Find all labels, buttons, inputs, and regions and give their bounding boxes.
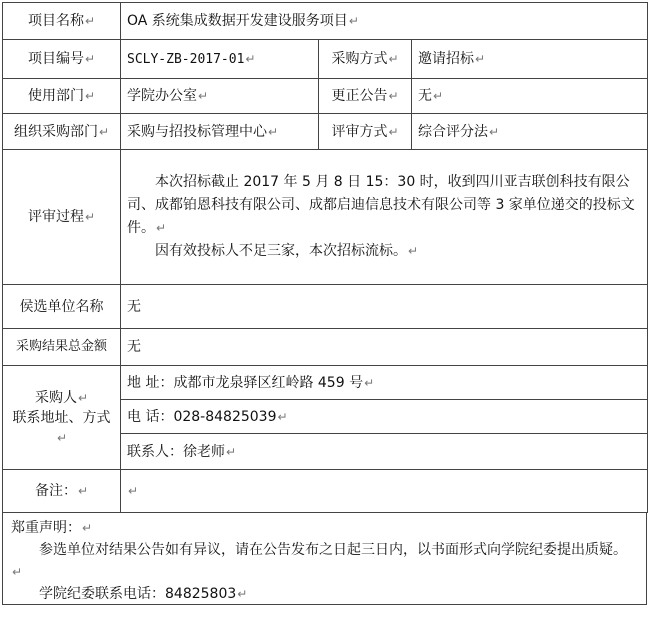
declaration-title: 郑重声明：↵ [11,520,93,536]
announcement-sheet [2,2,647,617]
remarks-label: 备注：↵ [3,470,121,513]
row-remarks [3,470,648,513]
row-dept [3,79,648,114]
row-purchaser-address [3,366,648,400]
org-dept-label: 组织采购部门↵ [3,114,121,150]
correction-notice-value: 无↵ [412,79,648,114]
discipline-phone: 学院纪委联系电话：84825803↵ [39,586,248,602]
candidate-value: 无 [121,285,648,329]
amount-value: 无 [121,329,648,366]
dept-value: 学院办公室↵ [121,79,319,114]
declaration-section [2,513,647,605]
row-project-name [3,3,648,40]
amount-label: 采购结果总金额 [3,329,121,366]
row-review-process [3,150,648,285]
project-no-label: 项目编号↵ [3,40,121,79]
purchaser-contact: 联系人：徐老师↵ [121,434,648,470]
project-name-value: OA 系统集成数据开发建设服务项目↵ [121,3,648,40]
review-process-label: 评审过程↵ [3,150,121,285]
row-amount [3,329,648,366]
project-name-label: 项目名称↵ [3,3,121,40]
row-project-no [3,40,648,79]
remarks-value: ↵ [121,470,648,513]
review-paragraph-2: 因有效投标人不足三家，本次招标流标。↵ [155,243,419,259]
row-candidate [3,285,648,329]
correction-notice-label: 更正公告↵ [319,79,412,114]
declaration-body: 参选单位对结果公告如有异议，请在公告发布之日起三日内，以书面形式向学院纪委提出质疑。↵ [12,542,627,579]
org-dept-value: 采购与招投标管理中心↵ [121,114,319,150]
candidate-label: 侯选单位名称 [3,285,121,329]
review-paragraph-1: 本次招标截止 2017 年 5 月 8 日 15：30 时，收到四川亚吉联创科技有限公司、成都铂恩科技有限公司、成都启迪信息技术有限公司等 3 家单位递交的投标文件。↵ [127,174,635,236]
project-no-value: SCLY-ZB-2017-01↵ [121,40,319,79]
purchaser-address: 地 址：成都市龙泉驿区红岭路 459 号↵ [121,366,648,400]
dept-label: 使用部门↵ [3,79,121,114]
purchaser-label: 采购人↵ 联系地址、方式↵ [3,366,121,470]
procurement-method-label: 采购方式↵ [319,40,412,79]
procurement-result-table [2,2,648,513]
review-method-value: 综合评分法↵ [412,114,648,150]
purchaser-phone: 电 话：028-84825039↵ [121,400,648,434]
review-method-label: 评审方式↵ [319,114,412,150]
procurement-method-value: 邀请招标↵ [412,40,648,79]
review-process-value [121,150,648,285]
row-org-dept [3,114,648,150]
